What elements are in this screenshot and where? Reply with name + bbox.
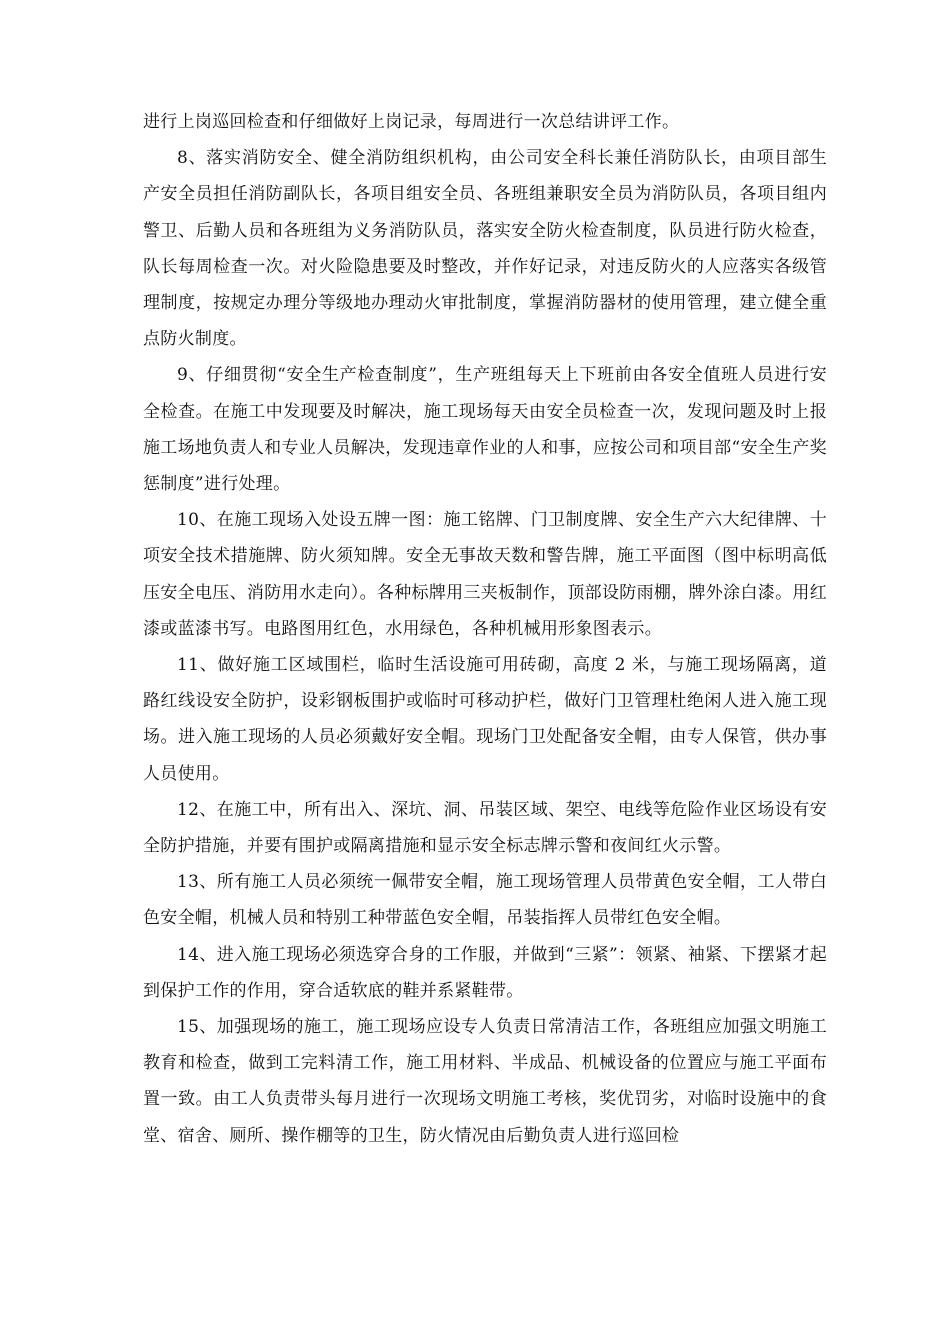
paragraph-item-9: 9、仔细贯彻“安全生产检查制度”，生产班组每天上下班前由各安全值班人员进行安全检查。在施工中发现要及时解决，施工现场每天由安全员检查一次，发现问题及时上报施工场地负责人和专业人员解决，发现违章作业的人和事，应按公司和项目部“安全生产奖惩制度”进行处理。 [143,365,827,495]
paragraph-item-12: 12、在施工中，所有出入、深坑、洞、吊装区域、架空、电线等危险作业区场设有安全防护措施，并要有围护或隔离措施和显示安全标志牌示警和夜间红火示警。 [143,799,827,857]
paragraph-item-14: 14、进入施工现场必须选穿合身的工作服，并做到“三紧”：领紧、袖紧、下摆紧才起到保护工作的作用，穿合适软底的鞋并系紧鞋带。 [143,944,827,1001]
paragraph-item-15: 15、加强现场的施工，施工现场应设专人负责日常清洁工作，各班组应加强文明施工教育和检查，做到工完料清工作，施工用材料、半成品、机械设备的位置应与施工平面布置一致。由工人负责带头每月进行一次现场文明施工考核，奖优罚劣，对临时设施中的食堂、宿舍、厕所、操作棚等的卫生，防火情况由后勤负责人进行巡回检 [143,1017,827,1146]
paragraph-item-10: 10、在施工现场入处设五牌一图：施工铭牌、门卫制度牌、安全生产六大纪律牌、十项安全技术措施牌、防火须知牌。安全无事故天数和警告牌，施工平面图（图中标明高低压安全电压、消防用水走向）。各种标牌用三夹板制作，顶部设防雨棚，牌外涂白漆。用红漆或蓝漆书写。电路图用红色，水用绿色，各种机械用形象图表示。 [143,510,827,639]
paragraph-item-8: 8、落实消防安全、健全消防组织机构，由公司安全科长兼任消防队长，由项目部生产安全员担任消防副队长，各项目组安全员、各班组兼职安全员为消防队员，各项目组内警卫、后勤人员和各班组为义务消防队员，落实安全防火检查制度，队员进行防火检查，队长每周检查一次。对火险隐患要及时整改，并作好记录，对违反防火的人应落实各级管理制度，按规定办理分等级地办理动火审批制度，掌握消防器材的使用管理，建立健全重点防火制度。 [143,148,827,350]
paragraph-continuation: 进行上岗巡回检查和仔细做好上岗记录，每周进行一次总结讲评工作。 [143,112,680,132]
paragraph-item-11: 11、做好施工区域围栏，临时生活设施可用砖砌，高度 2 米，与施工现场隔离，道路红线设安全防护，设彩钢板围护或临时可移动护栏，做好门卫管理杜绝闲人进入施工现场。进入施工现场的人员必须戴好安全帽。现场门卫处配备安全帽，由专人保管，供办事人员使用。 [143,655,827,784]
document-body [143,104,827,1154]
paragraph-item-13: 13、所有施工人员必须统一佩带安全帽，施工现场管理人员带黄色安全帽，工人带白色安全帽，机械人员和特别工种带蓝色安全帽，吊装指挥人员带红色安全帽。 [143,872,827,929]
